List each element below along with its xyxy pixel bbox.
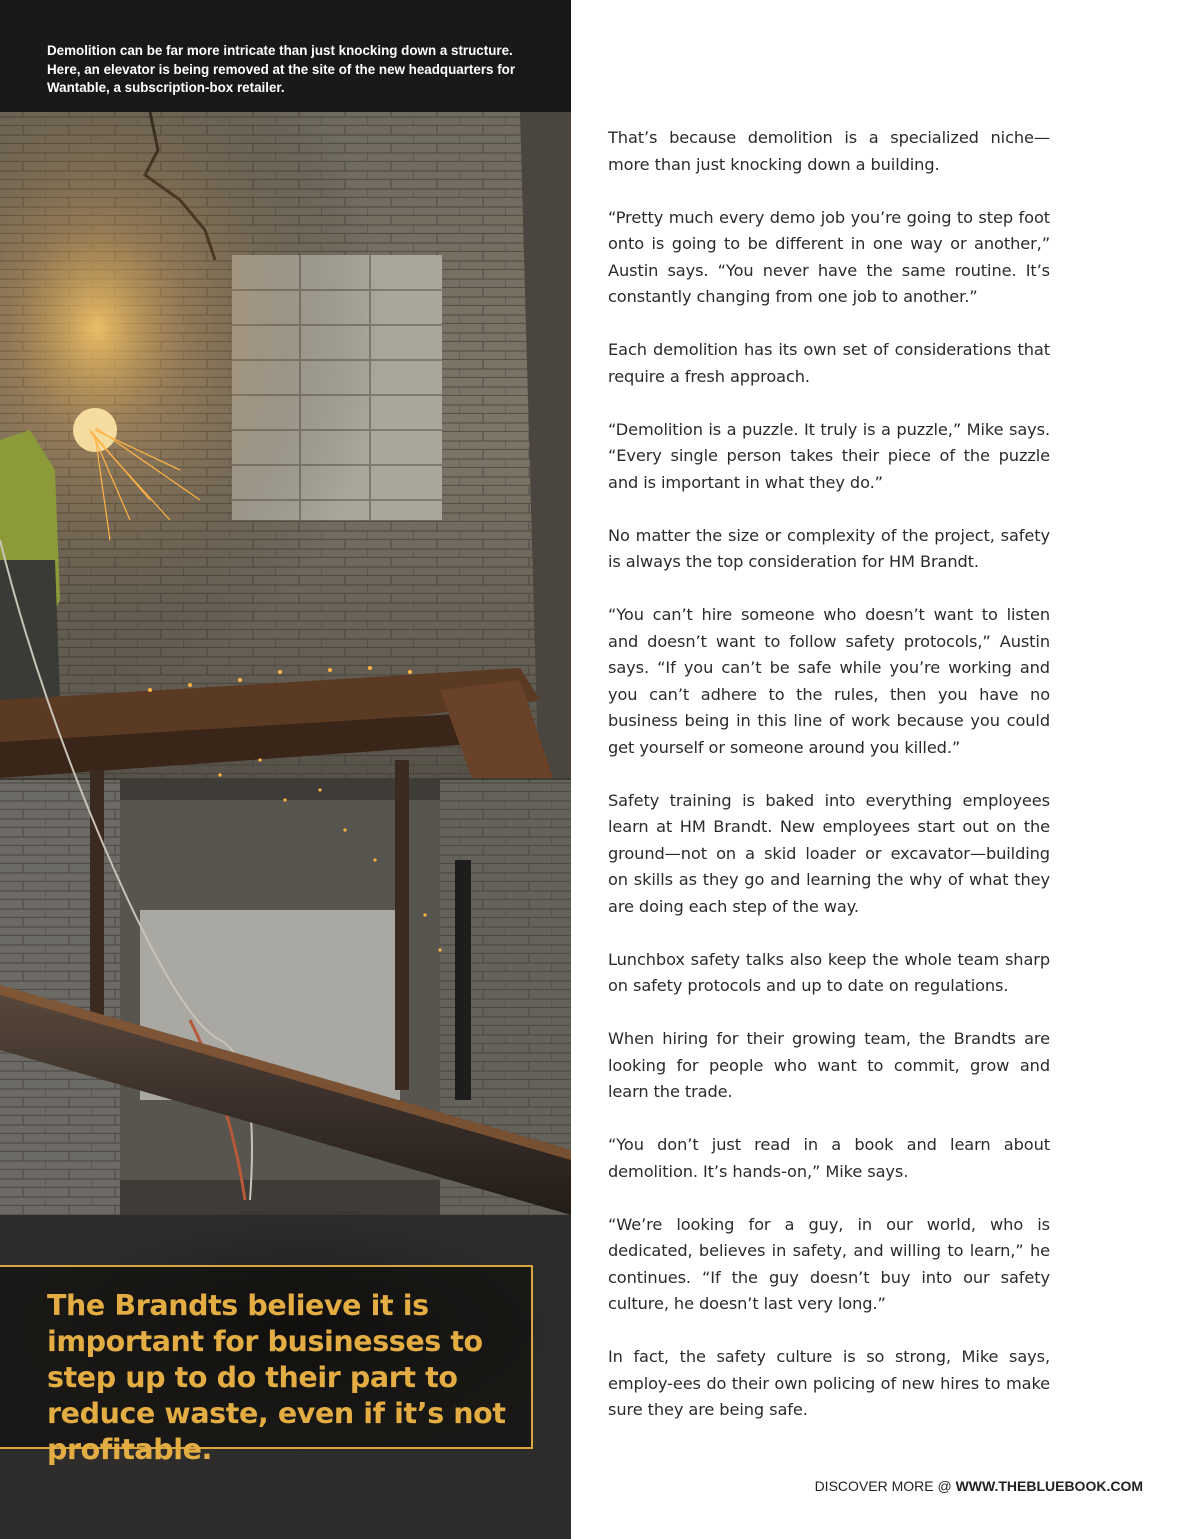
article-paragraph: “We’re looking for a guy, in our world, who is dedicated, believes in safety, and willing to learn,” he continues. “If the guy doesn’t buy into our safety culture, he doesn’t last very long.”	[608, 1214, 1050, 1313]
article-paragraph: “You can’t hire someone who doesn’t want to listen and doesn’t want to follow safety protocols,” Austin says. “If you can’t be safe while you’re working and you can’t adhere to the rules, then you have no business being in this line of work because you could get yourself or someone around you killed.”	[608, 605, 1050, 757]
footer	[815, 1478, 1143, 1494]
footer-website-link[interactable]: WWW.THEBLUEBOOK.COM	[955, 1478, 1143, 1494]
article-paragraph: “You don’t just read in a book and learn about demolition. It’s hands-on,” Mike says.	[608, 1135, 1050, 1181]
article-body	[608, 125, 1050, 1450]
article-paragraph: That’s because demolition is a specialized niche—more than just knocking down a building.	[608, 128, 1050, 174]
article-paragraph: “Demolition is a puzzle. It truly is a puzzle,” Mike says. “Every single person takes their piece of the puzzle and is important in what they do.”	[608, 419, 1050, 492]
article-paragraph: “Pretty much every demo job you’re going to step foot onto is going to be different in one way or another,” Austin says. “You never have the same routine. It’s constantly changing from one job to another.”	[608, 207, 1050, 306]
article-paragraph: Lunchbox safety talks also keep the whole team sharp on safety protocols and up to date on regulations.	[608, 949, 1050, 995]
footer-prefix: DISCOVER MORE @	[814, 1478, 956, 1494]
article-paragraph: Each demolition has its own set of considerations that require a fresh approach.	[608, 340, 1050, 386]
article-paragraph: No matter the size or complexity of the project, safety is always the top consideration for HM Brandt.	[608, 525, 1050, 571]
article-paragraph: In fact, the safety culture is so strong, Mike says, employ-ees do their own policing of new hires to make sure they are being safe.	[608, 1347, 1050, 1419]
pullquote: The Brandts believe it is important for businesses to step up to do their part to reduce waste, even if it’s not profitable.	[47, 1289, 506, 1466]
article-paragraph: Safety training is baked into everything employees learn at HM Brandt. New employees start out on the ground—not on a skid loader or excavator—building on skills as they go and learning the why of what they are doing each step of the way.	[608, 790, 1050, 916]
photo-caption: Demolition can be far more intricate than just knocking down a structure. Here, an elevator is being removed at the site of the new headquarters for Wantable, a subscription-box retailer.	[47, 43, 516, 95]
article-paragraph: When hiring for their growing team, the Brandts are looking for people who want to commit, grow and learn the trade.	[608, 1029, 1050, 1101]
elevator-demolition-photo	[0, 0, 571, 1539]
